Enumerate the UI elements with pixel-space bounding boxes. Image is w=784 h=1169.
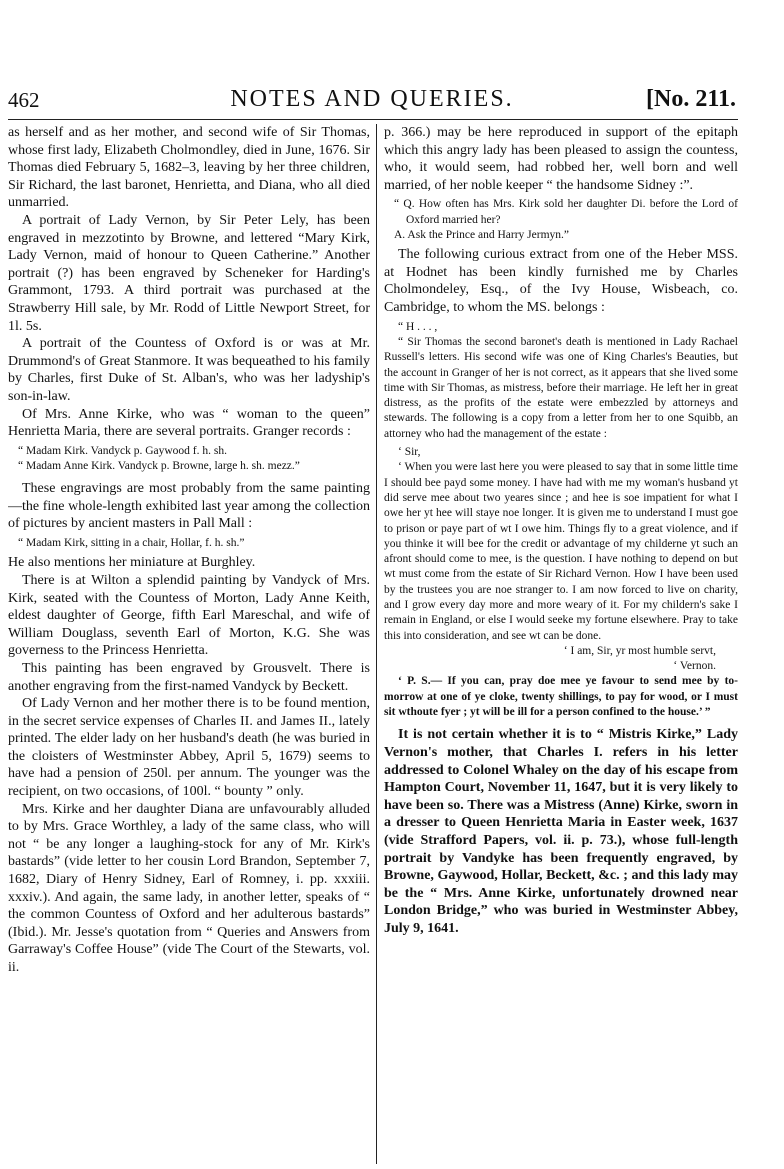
paragraph: Of Lady Vernon and her mother there is to be found mention, in the secret service expenses of Charles II. and James II., lately printed. The elder lady on her husband's death (he was buried in the cloisters of Westminster Abbey, April 5, 1679) seems to have had a pension of 250l. per annum. The younger was the recipient, on two occasions, of 100l. “ bounty ” only. — [8, 696, 370, 800]
paragraph: A portrait of Lady Vernon, by Sir Peter Lely, has been engraved in mezzotinto by Browne, and lettered “Mary Kirk, Lady Vernon, maid of honour to Queen Catherine.” Another portrait (?) has been engraved by Scheneker for Harding's Grammont, 1793. A third portrait was purchased at the Strawberry Hill sale, by Mr. Rodd of Little Newport Street, for 1l. 5s. — [8, 212, 370, 334]
paragraph: Of Mrs. Anne Kirke, who was “ woman to the queen” Henrietta Maria, there are several portraits. Granger records : — [8, 406, 370, 440]
paragraph: There is at Wilton a splendid painting by Vandyck of Mrs. Kirk, seated with the Countess of Morton, Lady Anne Keith, eldest daughter of George, fifth Earl Mareschal, and wife of William Douglass, seventh Earl of Morton, K.G. She was governess to the Princess Henrietta. — [8, 572, 370, 659]
letter-heading: “ H . . . , — [398, 320, 438, 333]
paragraph: p. 366.) may be here reproduced in support of the epitaph which this angry lady has been pleased to assign the countess, who, it would seem, had robbed her, well born and well married, of her noble keeper “ the handsome Sidney :”. — [384, 125, 738, 193]
quotation: A. Ask the Prince and Harry Jermyn.” — [394, 228, 570, 241]
paragraph: He also mentions her miniature at Burghley. — [8, 555, 256, 571]
quotation: “ Madam Kirk. Vandyck p. Gaywood f. h. sh. — [18, 444, 227, 457]
letter-body: ‘ When you were last here you were pleased to say that in some little time I should bee payd some money. I have had with me my woman's husband yt did serve mee about two yeares since ; and hee is soe impatient for what I owe her yt hee will staye noe longer. It is given me to understand I must goe to prison or paye part of wt I owe him. Things fly to a great violence, and if you thinke it will bee for the credit or advantage of my childerne yt such an afront should come to mee, is the question. I have nothing to depend on but wt must come from the estate of Sir Richard Vernon. How I have been used by the trustees you are noe stranger to. I am now forced to live on charity, and I grow every day more and more weary of it. For my childern's sake I remain in England, or else I would seeke my fortune elsewhere. Pray to take this into consideration, and see wt can be done. — [384, 461, 738, 642]
paragraph: Mrs. Kirke and her daughter Diana are unfavourably alluded to by Mrs. Grace Worthley, a lady of the same class, who will not “ be any longer a laughing-stock for any of Mr. Kirk's bastards” (vide letter to her cousin Lord Brandon, September 7, 1682, Diary of Henry Sidney, Earl of Romney, i. pp. xxxiii. xxxiv.). And again, the same lady, in another letter, speaks of “ the common Countess of Oxford and her adulterous bastards” (Ibid.). Mr. Jesse's quotation from “ Queries and Answers from Garraway's Coffee House” (vide The Court of the Stewarts, vol. ii. — [8, 801, 370, 976]
letter-salutation: ‘ Sir, — [398, 446, 421, 459]
page-number: 462 — [8, 88, 40, 112]
issue-number: [No. 211. — [646, 86, 736, 112]
paragraph: as herself and as her mother, and second wife of Sir Thomas, whose first lady, Elizabeth Cholmondley, died in June, 1676. Sir Thomas died February 5, 1682–3, leaving by her three children, Sir Richard, the last baronet, Henrietta, and Diana, who all died unmarried. — [8, 125, 370, 211]
quotation: “ Q. How often has Mrs. Kirk sold her daughter Di. before the Lord of Oxford married her? — [394, 198, 738, 226]
header-rule — [8, 119, 738, 120]
letter-signature: ‘ Vernon. — [673, 660, 716, 673]
paragraph: The following curious extract from one of the Heber MSS. at Hodnet has been kindly furnished me by Charles Cholmondeley, Esq., of the Ivy House, Wisbeach, co. Cambridge, to whom the MS. belongs : — [384, 247, 738, 316]
paragraph: These engravings are most probably from the same painting—the fine whole-length exhibited last year among the collection of pictures by ancient masters in Pall Mall : — [8, 481, 370, 532]
paragraph: It is not certain whether it is to “ Mistris Kirke,” Lady Vernon's mother, that Charles I. refers in his letter addressed to Colonel Whaley on the day of his escape from Hampton Court, November 11, 1647, but it is very likely to have been so. There was a Mistress (Anne) Kirke, sworn in a dresser to Queen Henrietta Maria in Easter week, 1637 (vide Strafford Papers, vol. ii. p. 73.), whose full-length portrait by Vandyke has been frequently engraved, by Browne, Gaywood, Hollar, Beckett, &c. ; and this lady may be the “ Mrs. Anne Kirke, unfortunately drowned near London Bridge,” who was buried in Westminster Abbey, July 9, 1641. — [384, 727, 738, 936]
paragraph: A portrait of the Countess of Oxford is or was at Mr. Drummond's of Great Stanmore. It was bequeathed to his family by Charles, first Duke of St. Alban's, who was her ladyship's son-in-law. — [8, 336, 370, 404]
quotation: “ Sir Thomas the second baronet's death is mentioned in Lady Rachael Russell's letters. His second wife was one of King Charles's Beauties, but the account in Granger of her is not correct, as it appears that she lived some time with Sir Thomas, as mistress, before their marriage. He left her in great distress, as the profits of the estate were embezzled by attorneys and stewards. The following is a copy from a letter from her to one Squibb, an attorney who had the management of the estate : — [384, 335, 738, 440]
running-title: NOTES AND QUERIES. — [230, 86, 514, 112]
paragraph: This painting has been engraved by Grousvelt. There is another engraving from the first-named Vandyck by Beckett. — [8, 660, 370, 694]
column-divider — [376, 124, 377, 1164]
letter-closing: ‘ I am, Sir, yr most humble servt, — [563, 644, 716, 657]
left-column — [8, 124, 370, 1164]
quotation: “ Madam Kirk, sitting in a chair, Hollar, f. h. sh.” — [18, 537, 245, 550]
right-column — [384, 124, 738, 1164]
quotation: “ Madam Anne Kirk. Vandyck p. Browne, large h. sh. mezz.” — [18, 459, 300, 472]
letter-postscript: ‘ P. S.— If you can, pray doe mee ye favour to send mee by to-morrow at one of ye cloke, twenty shillings, to pay for wood, or I must sit wthoute fyer ; yt will be ill for a person confined to the house.’ ” — [384, 675, 738, 719]
page-header — [8, 86, 736, 120]
